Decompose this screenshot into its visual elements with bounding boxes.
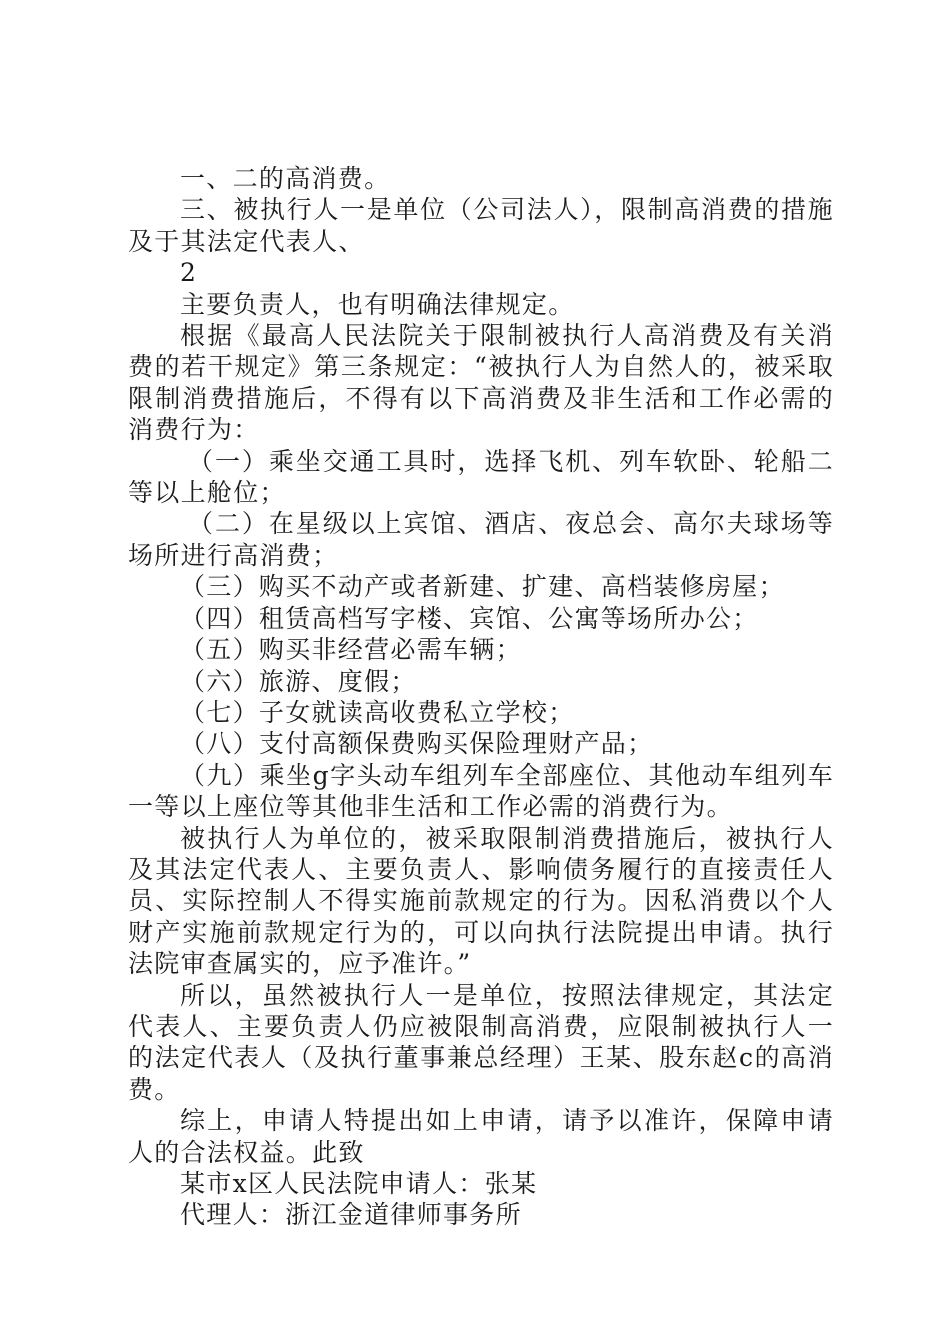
list-item-4: （四）租赁高档写字楼、宾馆、公寓等场所办公； [180, 603, 759, 633]
paragraph-3: 主要负责人，也有明确法律规定。 [180, 289, 575, 319]
paragraph-6: 所以，虽然被执行人一是单位，按照法律规定，其法定代表人、主要负责人仍应被限制高消费，应限制被执行人一的法定代表人（及执行董事兼总经理）王某、股东赵c的高消费。 [128, 980, 834, 1104]
paragraph-5: 被执行人为单位的，被采取限制消费措施后，被执行人及其法定代表人、主要负责人、影响债务履行的直接责任人员、实际控制人不得实施前款规定的行为。因私消费以个人财产实施前款规定行为的，可以向执行法院提出申请。执行法院审查属实的，应予准许。” [128, 823, 834, 979]
list-item-5: （五）购买非经营必需车辆； [180, 635, 522, 665]
list-item-8: （八）支付高额保费购买保险理财产品； [180, 729, 654, 759]
list-item-3: （三）购买不动产或者新建、扩建、高档装修房屋； [180, 572, 785, 602]
paragraph-4: 根据《最高人民法院关于限制被执行人高消费及有关消费的若干规定》第三条规定：“被执行人为自然人的，被采取限制消费措施后，不得有以下高消费及非生活和工作必需的消费行为： [128, 321, 834, 445]
document-body [128, 163, 834, 1231]
page-number: 2 [180, 258, 198, 288]
list-item-6: （六）旅游、度假； [180, 666, 417, 696]
paragraph-7: 综上，申请人特提出如上申请，请予以准许，保障申请人的合法权益。此致 [128, 1106, 834, 1167]
agent-line: 代理人：浙江金道律师事务所 [180, 1200, 522, 1230]
paragraph-1: 一、二的高消费。 [180, 164, 391, 193]
list-item-1: （一）乘坐交通工具时，选择飞机、列车软卧、轮船二等以上舱位； [128, 446, 834, 508]
list-item-7: （七）子女就读高收费私立学校； [180, 697, 575, 727]
list-item-2: （二）在星级以上宾馆、酒店、夜总会、高尔夫球场等场所进行高消费； [128, 509, 834, 570]
addressee-line: 某市x区人民法院申请人：张某 [180, 1169, 538, 1198]
paragraph-2: 三、被执行人一是单位（公司法人），限制高消费的措施及于其法定代表人、 [128, 195, 834, 256]
list-item-9: （九）乘坐g字头动车组列车全部座位、其他动车组列车一等以上座位等其他非生活和工作必需的消费行为。 [128, 760, 834, 822]
